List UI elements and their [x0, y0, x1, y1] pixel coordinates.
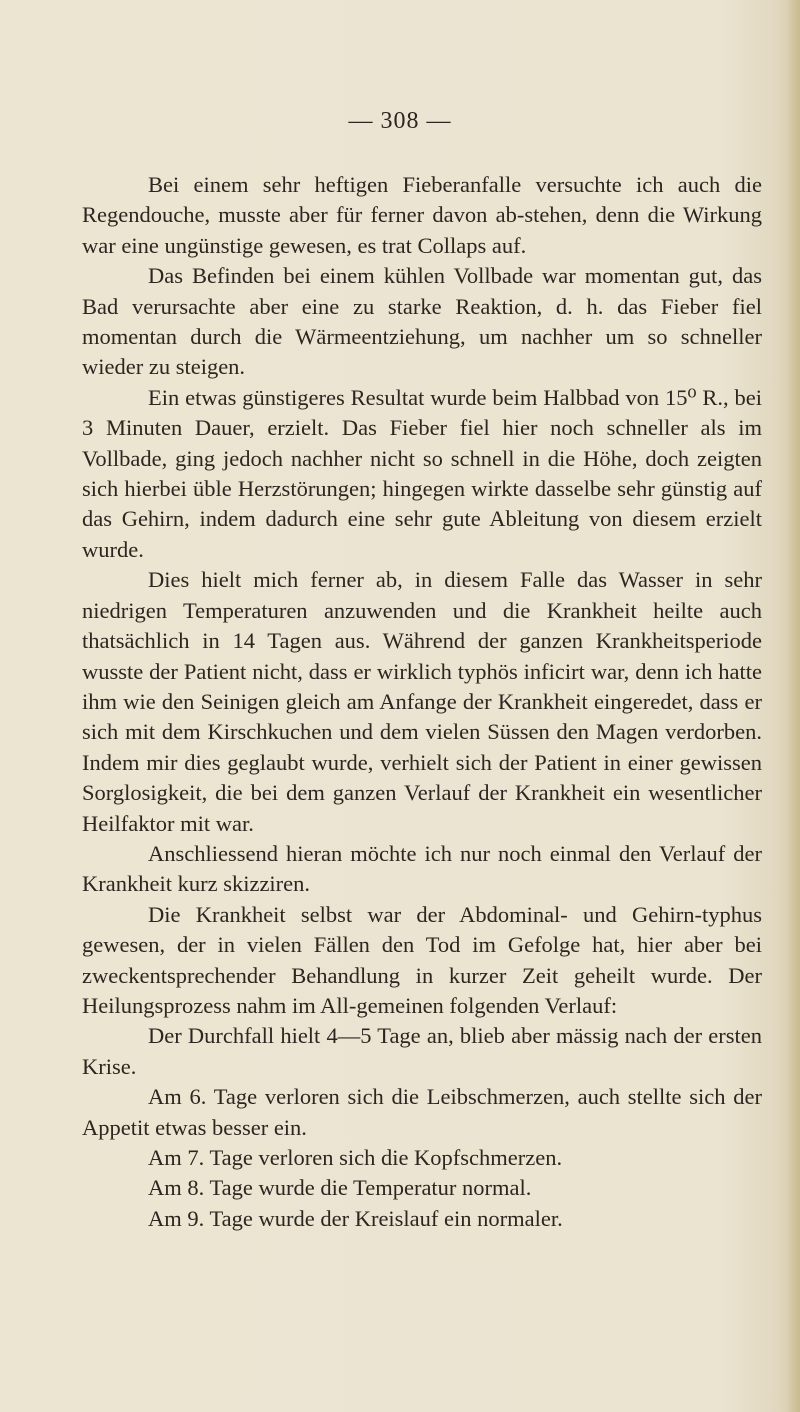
- paragraph: Ein etwas günstigeres Resultat wurde beim Halbbad von 15⁰ R., bei 3 Minuten Dauer, erzielt. Das Fieber fiel hier noch schneller als im Vollbade, ging jedoch nachher nicht so schnell in die Höhe, doch zeigten sich hierbei üble Herzstörungen; hingegen wirkte dasselbe sehr günstig auf das Gehirn, indem dadurch eine sehr gute Ableitung von diesem erzielt wurde.: [82, 384, 762, 562]
- paragraph: Anschliessend hieran möchte ich nur noch einmal den Verlauf der Krankheit kurz skizziren.: [82, 840, 762, 897]
- paragraph: Die Krankheit selbst war der Abdominal- und Gehirn-typhus gewesen, der in vielen Fällen den Tod im Gefolge hat, hier aber bei zweckentsprechender Behandlung in kurzer Zeit geheilt wurde. Der Heilungsprozess nahm im All-gemeinen folgenden Verlauf:: [82, 901, 762, 1018]
- paragraph: Das Befinden bei einem kühlen Vollbade war momentan gut, das Bad verursachte aber eine zu starke Reaktion, d. h. das Fieber fiel momentan durch die Wärmeentziehung, um nachher um so schneller wieder zu steigen.: [82, 263, 762, 380]
- paragraph: Dies hielt mich ferner ab, in diesem Falle das Wasser in sehr niedrigen Temperaturen anzuwenden und die Krankheit heilte auch thatsächlich in 14 Tagen aus. Während der ganzen Krankheitsperiode wusste der Patient nicht, dass er wirklich typhös inficirt war, denn ich hatte ihm wie den Seinigen gleich am Anfange der Krankheit eingeredet, dass er sich mit dem Kirschkuchen und dem vielen Süssen den Magen verdorben. Indem mir dies geglaubt wurde, verhielt sich der Patient in einer gewissen Sorglosigkeit, die bei dem ganzen Verlauf der Krankheit ein wesentlicher Heilfaktor mit war.: [82, 567, 762, 836]
- paragraph: Bei einem sehr heftigen Fieberanfalle versuchte ich auch die Regendouche, musste aber für ferner davon ab-stehen, denn die Wirkung war eine ungünstige gewesen, es trat Collaps auf.: [82, 172, 762, 258]
- paragraph: Der Durchfall hielt 4—5 Tage an, blieb aber mässig nach der ersten Krise.: [82, 1023, 762, 1079]
- paragraph: Am 6. Tage verloren sich die Leibschmerzen, auch stellte sich der Appetit etwas besser ein.: [82, 1084, 762, 1140]
- paragraph: Am 9. Tage wurde der Kreislauf ein normaler.: [148, 1205, 563, 1231]
- paragraph: Am 8. Tage wurde die Temperatur normal.: [148, 1175, 532, 1201]
- page-edge: [786, 0, 800, 1412]
- body-text: [82, 170, 762, 1234]
- page-number: — 308 —: [348, 108, 452, 134]
- paragraph: Am 7. Tage verloren sich die Kopfschmerzen.: [148, 1145, 563, 1170]
